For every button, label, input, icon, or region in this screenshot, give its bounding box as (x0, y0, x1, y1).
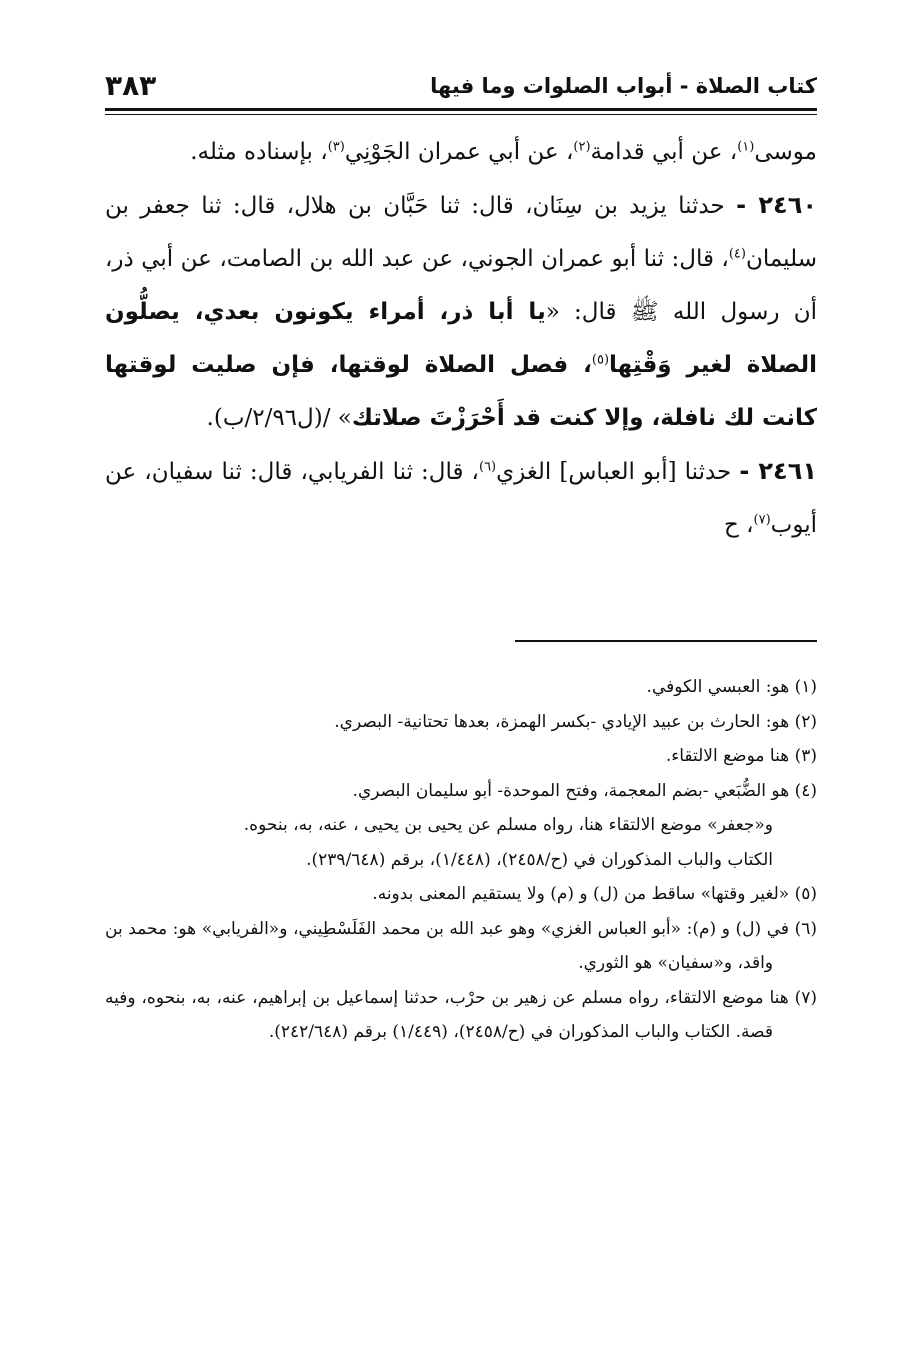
header-rule-thin (105, 114, 817, 115)
footnote-4-cont-2: الكتاب والباب المذكوران في (ح/٢٤٥٨)، (١/٤٤٨)، برقم (٢٣٩/٦٤٨). (306, 849, 773, 870)
footnote-7: (٧) هنا موضع الالتقاء، رواه مسلم عن زهير بن حرْب، حدثنا إسماعيل بن إبراهيم، عنه، به، بنحوه، وفيه قصة. الكتاب والباب المذكوران في (ح/٢٤٥٨)، (١/٤٤٩) برقم (٢٤٢/٦٤٨). (105, 987, 817, 1042)
footnote-ref: (٧) (753, 512, 771, 528)
footnote-5: (٥) «لغير وقتها» ساقط من (ل) و (م) ولا يستقيم المعنى بدونه. (372, 884, 817, 904)
footnote-ref: (٥) (591, 352, 610, 368)
hadith-2461: ٢٤٦١ - حدثنا [أبو العباس] الغزي$^{(٦)}$، قال: ثنا الفريابي، قال: ثنا سفيان، عن أيوب$^{(٧)}$، ح (105, 457, 817, 538)
main-text (105, 126, 817, 552)
page-header (105, 68, 817, 108)
footnote-ref: (٣) (327, 139, 345, 155)
footnote-separator (515, 640, 817, 642)
footnote-ref: (٦) (478, 459, 497, 475)
header-rule-thick (105, 108, 817, 111)
footnote-3: (٣) هنا موضع الالتقاء. (665, 746, 817, 766)
footnote-4-cont-1: و«جعفر» موضع الالتقاء هنا، رواه مسلم عن يحيى بن يحيى ، عنه، به، بنحوه. (243, 815, 773, 835)
footnote-4: (٤) هو الضُّبَعي -بضم المعجمة، وفتح الموحدة- أبو سليمان البصري. (352, 780, 817, 801)
paragraph-continuation: موسى$^{(١)}$، عن أبي قدامة$^{(٢)}$، عن أبي عمران الجَوْنِي$^{(٣)}$، بإسناده مثله. (190, 139, 817, 165)
footnote-1: (١) هو: العبسي الكوفي. (646, 677, 817, 697)
footnote-ref: (١) (737, 139, 755, 155)
page-number: ٣٨٣ (105, 69, 157, 102)
footnotes (105, 670, 817, 1050)
hadith-text-bold: يا أبا ذر، أمراء يكونون بعدي، يصلُّون الصلاة لغير وَقْتِها (105, 299, 818, 378)
hadith-number: ٢٤٦١ - (739, 457, 817, 485)
footnote-6: (٦) في (ل) و (م): «أبو العباس الغزي» وهو عبد الله بن محمد الفَلَسْطِيني، و«الفريابي» هو: محمد بن واقد، و«سفيان» هو الثوري. (105, 918, 817, 973)
footnote-ref: (٤) (728, 246, 746, 262)
footnote-ref: (٢) (573, 139, 591, 155)
hadith-text-bold: ، فصل الصلاة لوقتها، فإن صليت لوقتها كانت لك نافلة، وإلا كنت قد أَحْرَزْتَ صلاتك (105, 352, 817, 431)
running-title: كتاب الصلاة - أبواب الصلوات وما فيها (430, 74, 817, 98)
hadith-number: ٢٤٦٠ - (736, 191, 817, 219)
hadith-2460: ٢٤٦٠ - حدثنا يزيد بن سِنَان، قال: ثنا حَبَّان بن هلال، قال: ثنا جعفر بن سليمان$^{(٤)}$، قال: ثنا أبو عمران الجوني، عن عبد الله بن الصامت، عن أبي ذر، أن رسول الله ﷺ قال: «يا أبا ذر، أمراء يكونون بعدي، يصلُّون الصلاة لغير وَقْتِها$^{(٥)}$، فصل الصلاة لوقتها، فإن صليت لوقتها كانت لك نافلة، وإلا كنت قد أَحْرَزْتَ صلاتك» /(ل٢/٩٦/ب). (105, 191, 818, 431)
footnote-2: (٢) هو: الحارث بن عبيد الإيادي -بكسر الهمزة، بعدها تحتانية- البصري. (334, 711, 817, 732)
